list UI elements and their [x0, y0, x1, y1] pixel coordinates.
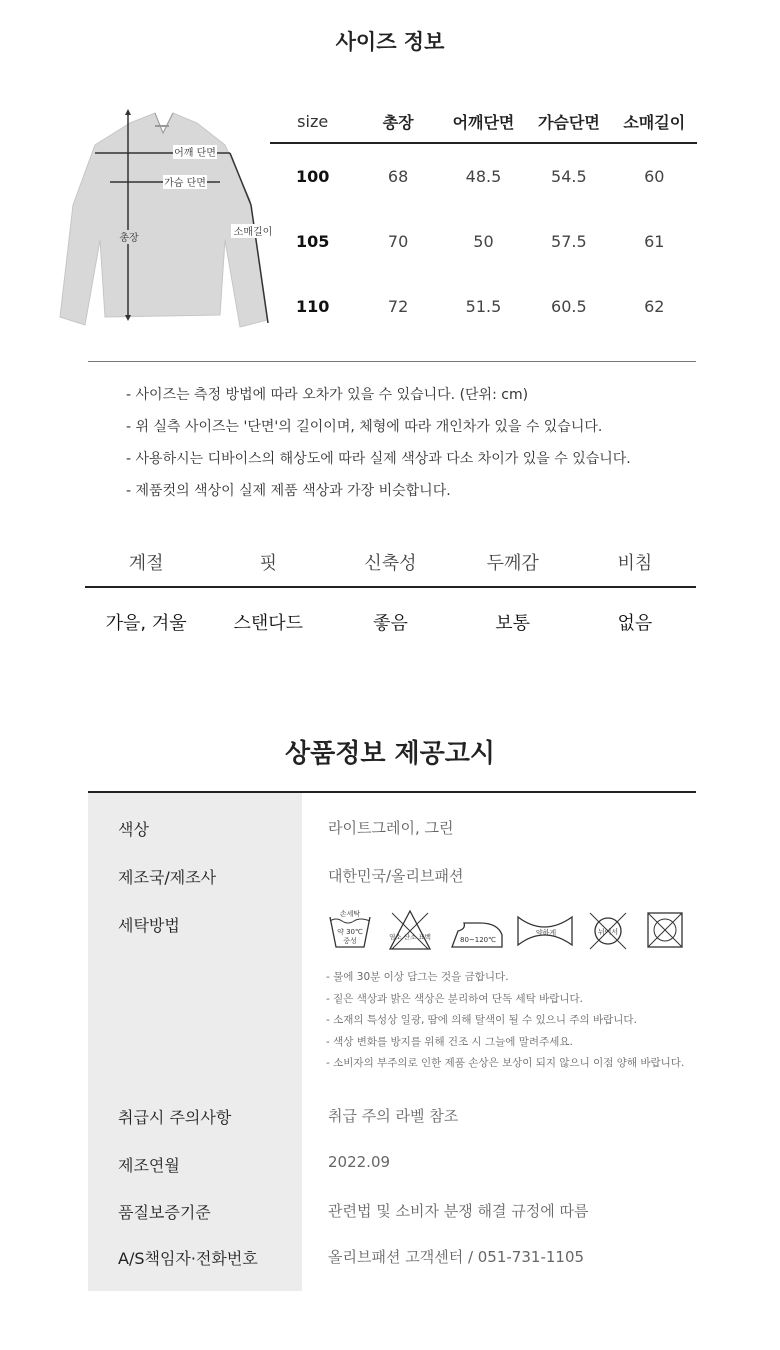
- row-label: 세탁방법: [118, 916, 180, 935]
- table-row: [270, 144, 697, 209]
- attr-header-fit: 핏: [259, 553, 277, 574]
- no-tumble-dry-icon: [648, 913, 682, 947]
- hand-wash-mid: 약 30℃: [337, 928, 363, 936]
- row-label: 품질보증기준: [118, 1203, 211, 1222]
- value-cell: 48.5: [465, 167, 502, 186]
- wash-note-item: - 색상 변화를 방지를 위해 건조 시 그늘에 말려주세요.: [326, 1034, 684, 1056]
- section-divider: [88, 361, 696, 362]
- attr-value-sheer: 없음: [617, 613, 653, 634]
- length-label: 총장: [119, 233, 139, 244]
- wash-care-icons: [328, 909, 688, 955]
- sweater-measurement-figure: [55, 105, 275, 337]
- wash-note-item: - 물에 30분 이상 담그는 것을 금합니다.: [326, 969, 684, 991]
- wring-text: 약하게: [535, 929, 557, 937]
- note-item: - 사이즈는 측정 방법에 따라 오차가 있을 수 있습니다. (단위: cm): [126, 384, 631, 416]
- note-item: - 사용하시는 디바이스의 해상도에 따라 실제 색상과 다소 차이가 있을 수 있습니다.: [126, 448, 631, 480]
- tumble-dry-icon: [590, 913, 626, 949]
- attr-value-fit: 스탠다드: [233, 613, 304, 634]
- table-row: [270, 274, 697, 339]
- row-label: A/S책임자·전화번호: [118, 1249, 258, 1268]
- product-notice-title: 상품정보 제공고시: [285, 739, 495, 769]
- header-cell: 가슴단면: [537, 112, 600, 132]
- value-cell: 60: [644, 167, 665, 186]
- row-label: 제조국/제조사: [118, 868, 217, 887]
- chest-label: 가슴 단면: [164, 178, 206, 189]
- attr-header-sheer: 비침: [617, 553, 653, 574]
- shoulder-label: 어깨 단면: [174, 148, 216, 159]
- attr-header-stretch: 신축성: [364, 553, 417, 574]
- wash-note-item: - 소비자의 부주의로 인한 제품 손상은 보상이 되지 않으니 이점 양해 바랍니다.: [326, 1055, 684, 1077]
- value-cell: 72: [387, 297, 409, 316]
- value-cell: 70: [387, 232, 409, 251]
- size-info-title: 사이즈 정보: [335, 30, 445, 54]
- size-cell: 110: [295, 297, 330, 316]
- wash-note-item: - 소재의 특성상 일광, 땀에 의해 탈색이 될 수 있으니 주의 바랍니다.: [326, 1012, 684, 1034]
- size-notes: [126, 384, 631, 512]
- header-cell: 소매길이: [623, 112, 686, 132]
- iron-text: 80~120℃: [460, 936, 496, 944]
- size-cell: 100: [295, 167, 330, 186]
- row-value: 취급 주의 라벨 참조: [328, 1107, 459, 1125]
- header-cell: 어깨단면: [452, 112, 515, 132]
- value-cell: 61: [644, 232, 665, 251]
- row-value: 라이트그레이, 그린: [328, 819, 454, 837]
- no-bleach-text: 염소 산소 표백: [389, 933, 431, 941]
- table-row: [270, 209, 697, 274]
- wring-icon: [518, 917, 572, 945]
- sweater-illustration: [60, 113, 267, 327]
- value-cell: 60.5: [551, 297, 587, 316]
- header-cell: size: [297, 111, 329, 131]
- row-label: 색상: [118, 820, 149, 839]
- note-item: - 위 실측 사이즈는 '단면'의 길이이며, 체형에 따라 개인차가 있을 수 있습니다.: [126, 416, 631, 448]
- size-table: [270, 100, 697, 339]
- row-value: 2022.09: [328, 1153, 391, 1171]
- hand-wash-top: 손세탁: [339, 910, 361, 918]
- row-label: 제조연월: [118, 1156, 180, 1175]
- attr-value-season: 가을, 겨울: [105, 613, 187, 634]
- note-item: - 제품컷의 색상이 실제 제품 색상과 가장 비슷합니다.: [126, 480, 631, 512]
- value-cell: 54.5: [551, 167, 587, 186]
- size-cell: 105: [295, 232, 330, 251]
- row-value: 관련법 및 소비자 분쟁 해결 규정에 따름: [328, 1202, 589, 1220]
- product-notice-table: [88, 791, 696, 1268]
- attr-value-stretch: 좋음: [373, 613, 408, 634]
- row-label: 취급시 주의사항: [118, 1108, 232, 1127]
- attr-header-season: 계절: [128, 553, 164, 574]
- attr-value-thickness: 보통: [495, 613, 531, 634]
- hand-wash-icon: [330, 909, 370, 947]
- tumble-text: 뉘어서: [597, 928, 619, 936]
- header-cell: 총장: [382, 112, 414, 132]
- attributes-values: [85, 596, 696, 648]
- row-value: 올리브패션 고객센터 / 051-731-1105: [328, 1248, 585, 1266]
- value-cell: 62: [644, 297, 665, 316]
- value-cell: 50: [473, 232, 494, 251]
- value-cell: 68: [387, 167, 409, 186]
- attr-header-thickness: 두께감: [486, 553, 539, 574]
- size-table-header: [270, 100, 697, 144]
- wash-note-item: - 짙은 색상과 밝은 색상은 분리하여 단독 세탁 바랍니다.: [326, 991, 684, 1013]
- value-cell: 51.5: [465, 297, 502, 316]
- iron-icon: [452, 923, 502, 947]
- value-cell: 57.5: [551, 232, 587, 251]
- hand-wash-bottom: 중성: [343, 937, 357, 945]
- sleeve-label: 소매길이: [233, 227, 273, 238]
- no-bleach-icon: [389, 911, 431, 949]
- row-value: 대한민국/올리브패션: [328, 867, 464, 885]
- attributes-header: [85, 538, 696, 588]
- wash-notes: [326, 969, 684, 1077]
